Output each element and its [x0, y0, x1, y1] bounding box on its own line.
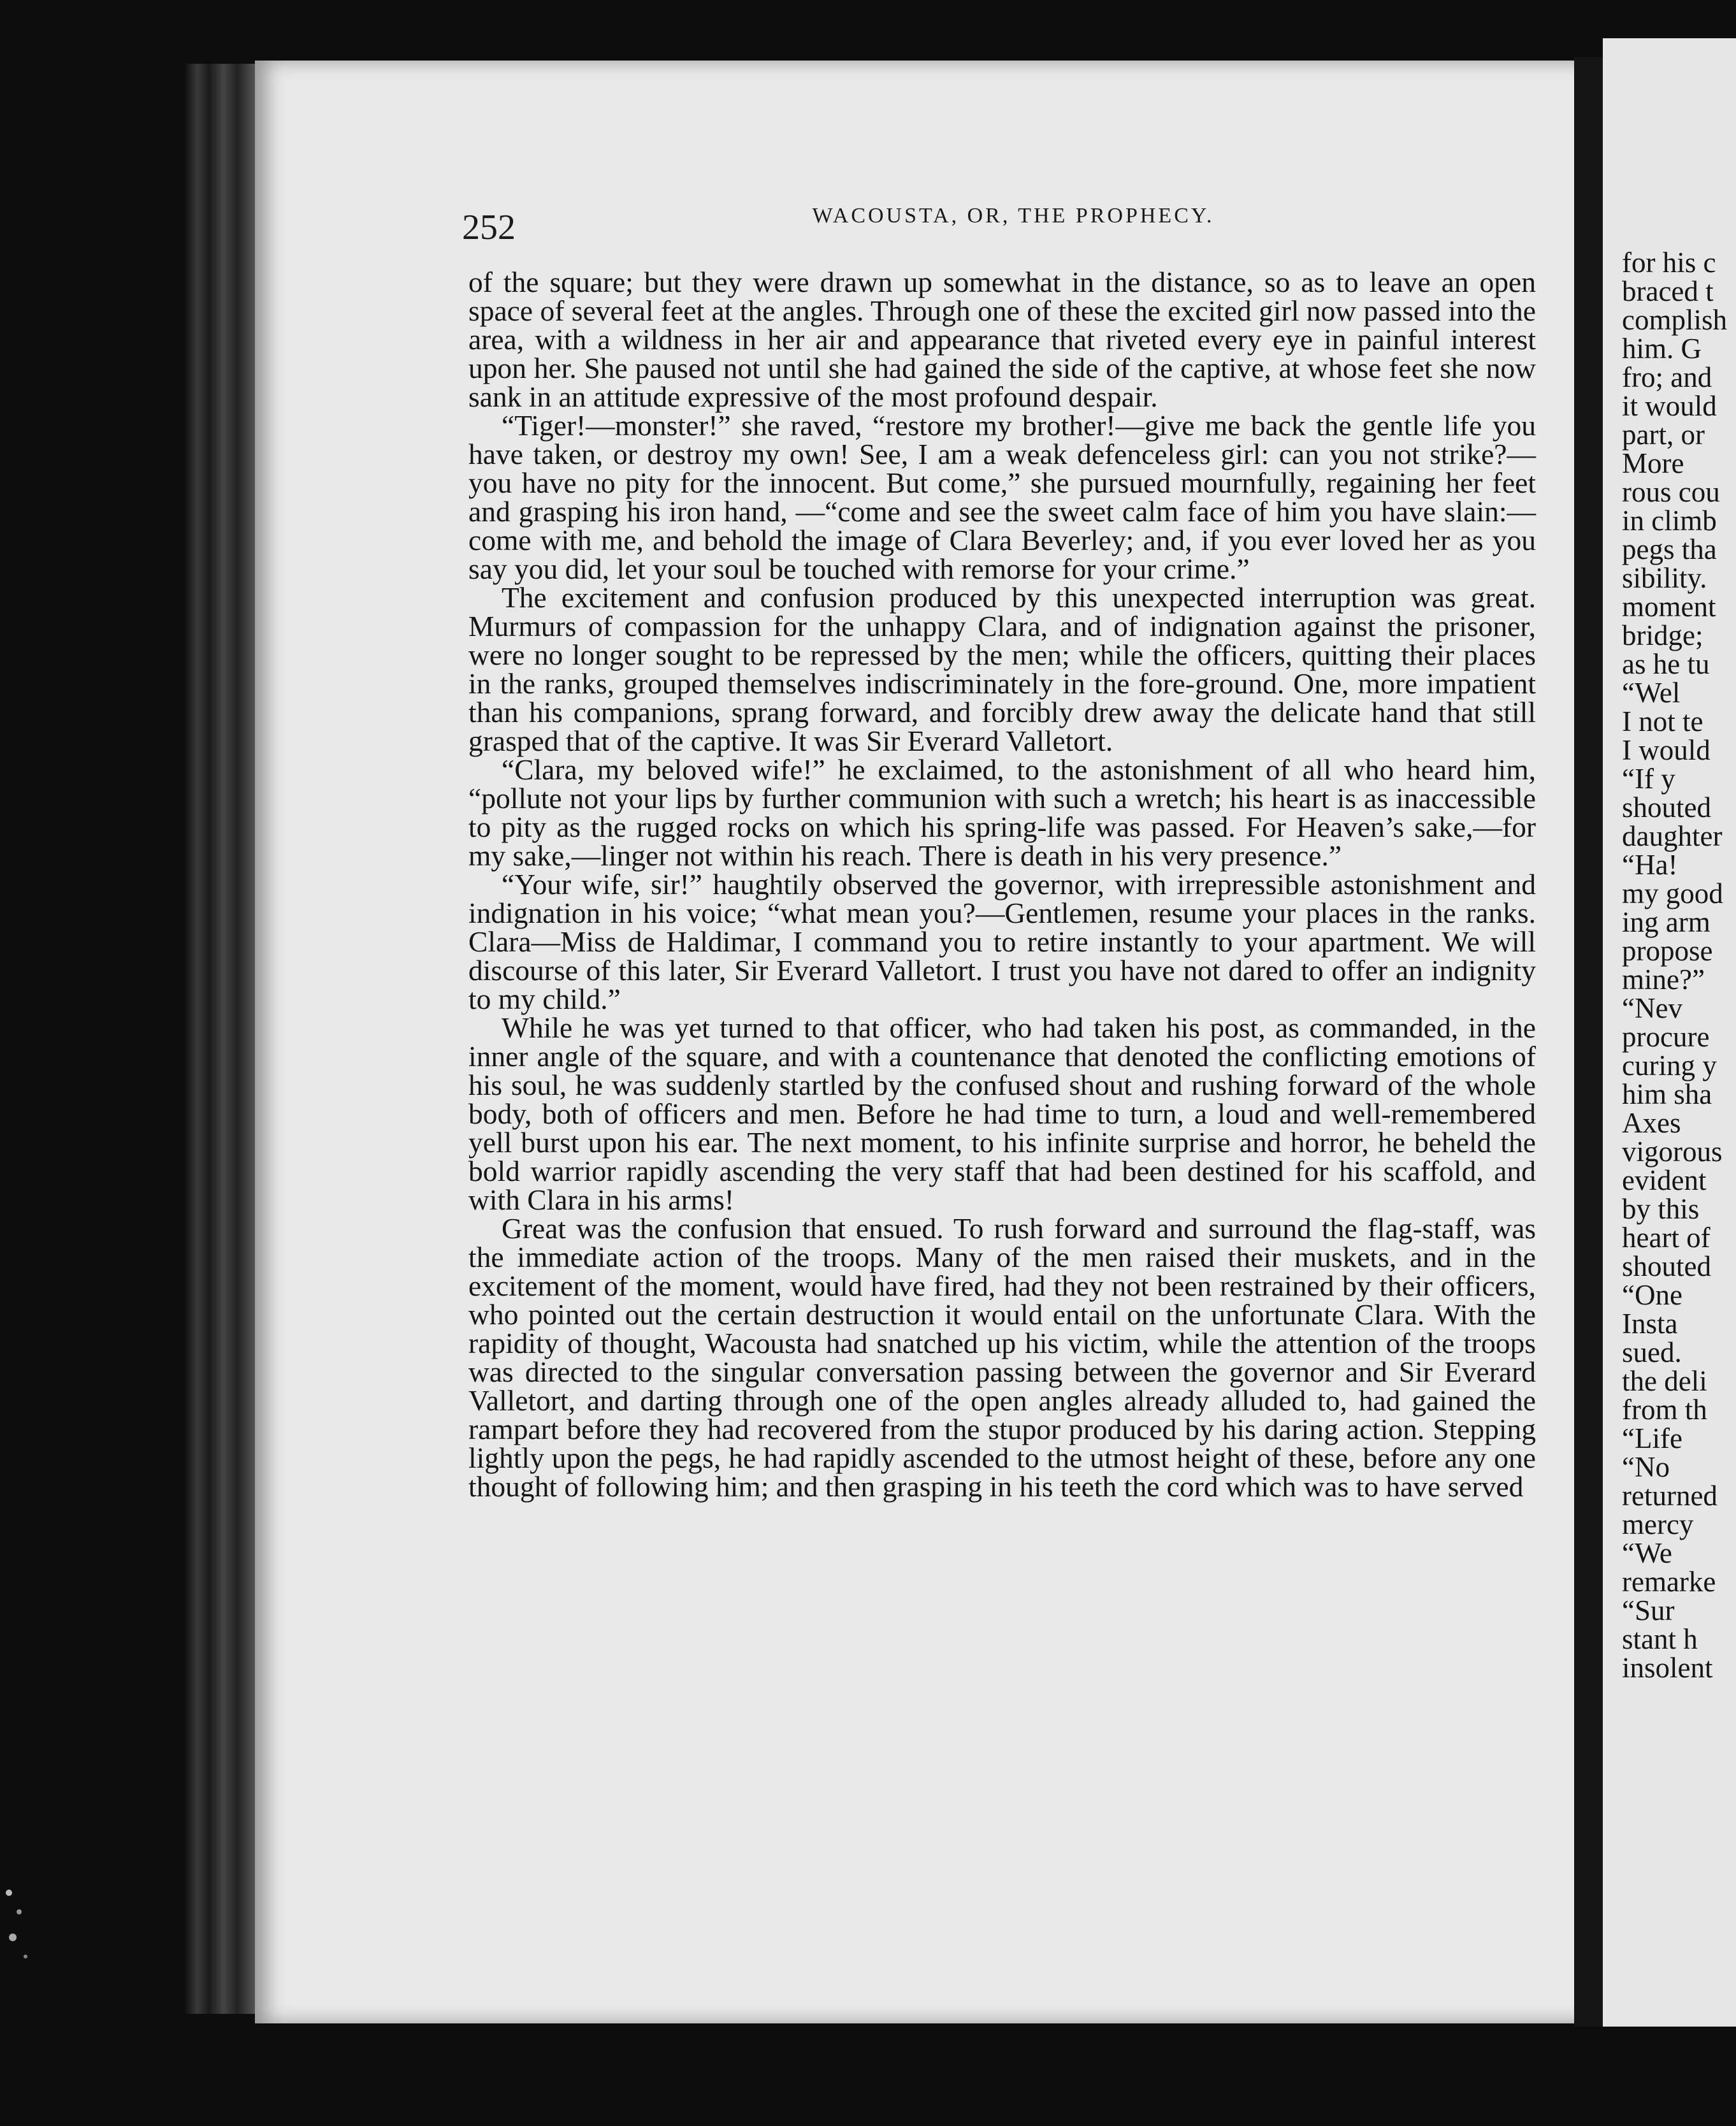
adjacent-line: ing arm — [1622, 906, 1711, 938]
adjacent-line: moment — [1622, 591, 1716, 623]
adjacent-line: rous cou — [1622, 476, 1720, 508]
adjacent-line: “One — [1622, 1279, 1682, 1311]
adjacent-line: More — [1622, 447, 1684, 479]
adjacent-line: remarke — [1622, 1566, 1716, 1598]
adjacent-line: “Sur — [1622, 1594, 1675, 1626]
adjacent-line: evident — [1622, 1164, 1707, 1196]
adjacent-line: the deli — [1622, 1365, 1707, 1397]
adjacent-line: vigorous — [1622, 1136, 1723, 1168]
adjacent-line: I not te — [1622, 705, 1703, 737]
adjacent-page — [1603, 38, 1736, 2027]
paragraph: Great was the confusion that ensued. To rush forward and surround the flag-staff, was the immediate action of the troops. Many of the men raised their muskets, and in the excitement of the moment, would have fired, had they not been restrained by their officers, who pointed out the certain destruction it would entail on the unfortunate Clara. With the rapidity of thought, Wacousta had snatched up his victim, while the attention of the troops was directed to the singular conversation passing between the governor and Sir Everard Valletort, and darting through one of the open angles already alluded to, had gained the rampart before they had recovered from the stupor produced by his daring action. Stepping lightly upon the pegs, he had rapidly ascended to the utmost height of these, before any one thought of following him; and then grasping in his teeth the cord which was to have served — [468, 1212, 1536, 1503]
adjacent-line: from th — [1622, 1394, 1707, 1426]
paragraph: The excitement and confusion produced by this unexpected interruption was great. Murmurs of compassion for the unhappy Clara, and of indignation against the prisoner, were no longer sought to be repressed by the men; while the officers, quitting their places in the ranks, grouped themselves indiscriminately in the fore-ground. One, more impatient than his companions, sprang forward, and forcibly drew away the delicate hand that still grasped that of the captive. It was Sir Everard Valletort. — [468, 581, 1536, 757]
adjacent-line: him. G — [1622, 333, 1702, 365]
adjacent-line: Insta — [1622, 1308, 1678, 1340]
paragraph: While he was yet turned to that officer, who had taken his post, as commanded, in the inner angle of the square, and with a countenance that denoted the conflicting emotions of his soul, he was suddenly startled by the confused shout and rushing forward of the whole body, both of officers and men. Before he had time to turn, a loud and well-remembered yell burst upon his ear. The next moment, to his infinite surprise and horror, he beheld the bold warrior rapidly ascending the very staff that had been destined for his scaffold, and with Clara in his arms! — [468, 1011, 1536, 1216]
adjacent-line: mercy — [1622, 1508, 1694, 1540]
adjacent-line: shouted — [1622, 792, 1711, 823]
adjacent-line: him sha — [1622, 1078, 1712, 1110]
adjacent-line: sued. — [1622, 1336, 1682, 1368]
adjacent-line: braced t — [1622, 275, 1714, 307]
adjacent-line: I would — [1622, 734, 1711, 766]
adjacent-line: propose — [1622, 935, 1713, 967]
adjacent-line: sibility. — [1622, 562, 1707, 594]
adjacent-page-text — [1622, 249, 1727, 1682]
adjacent-line: “Nev — [1622, 992, 1682, 1024]
adjacent-line: Axes — [1622, 1107, 1681, 1139]
adjacent-line: fro; and — [1622, 361, 1712, 393]
adjacent-line: procure — [1622, 1021, 1710, 1053]
page-gutter — [1574, 57, 1603, 2027]
body-text — [468, 268, 1536, 1501]
adjacent-line: insolent — [1622, 1652, 1713, 1684]
adjacent-line: pegs tha — [1622, 533, 1717, 565]
adjacent-line: heart of — [1622, 1222, 1711, 1254]
adjacent-line: as he tu — [1622, 648, 1710, 680]
book-spine — [185, 64, 255, 2014]
paragraph: “Tiger!—monster!” she raved, “restore my brother!—give me back the gentle life you have taken, or destroy my own! See, I am a weak defenceless girl: can you not strike?—you have no pity for the innocent. But come,” she pursued mournfully, regaining her feet and grasping his iron hand, —“come and see the sweet calm face of him you have slain:—come with me, and behold the image of Clara Beverley; and, if you ever loved her as you say you did, let your soul be touched with remorse for your crime.” — [468, 409, 1536, 585]
page-number: 252 — [462, 208, 516, 247]
adjacent-line: it would — [1622, 390, 1717, 422]
adjacent-line: “Life — [1622, 1422, 1682, 1454]
adjacent-line: curing y — [1622, 1050, 1717, 1081]
adjacent-line: my good — [1622, 878, 1723, 909]
adjacent-line: “No — [1622, 1451, 1670, 1483]
adjacent-line: in climb — [1622, 505, 1717, 537]
adjacent-line: returned — [1622, 1480, 1718, 1512]
adjacent-line: mine?” — [1622, 964, 1705, 995]
running-head: WACOUSTA, OR, THE PROPHECY. — [812, 204, 1215, 228]
adjacent-line: “We — [1622, 1537, 1672, 1569]
adjacent-line: bridge; — [1622, 619, 1703, 651]
adjacent-line: “Wel — [1622, 677, 1681, 709]
paragraph: “Clara, my beloved wife!” he exclaimed, to the astonishment of all who heard him, “pollute not your lips by further communion with such a wretch; his heart is as inaccessible to pity as the rugged rocks on which his spring-life was passed. For Heaven’s sake,—for my sake,—linger not within his reach. There is death in his very presence.” — [468, 753, 1536, 872]
adjacent-line: “If y — [1622, 763, 1675, 795]
adjacent-line: complish — [1622, 304, 1727, 336]
adjacent-line: shouted — [1622, 1250, 1711, 1282]
scan-specks — [0, 1880, 38, 2007]
paragraph: “Your wife, sir!” haughtily observed the governor, with irrepressible astonishment and indignation in his voice; “what mean you?—Gentlemen, resume your places in the ranks. Clara—Miss de Haldimar, I command you to retire instantly to your apartment. We will discourse of this later, Sir Everard Valletort. I trust you have not dared to offer an indignity to my child.” — [468, 868, 1536, 1015]
adjacent-line: for his c — [1622, 247, 1716, 278]
adjacent-line: by this — [1622, 1193, 1700, 1225]
adjacent-line: stant h — [1622, 1623, 1698, 1655]
adjacent-line: “Ha! — [1622, 849, 1678, 881]
adjacent-line: part, or — [1622, 419, 1705, 451]
paragraph: of the square; but they were drawn up somewhat in the distance, so as to leave an open space of several feet at the angles. Through one of these the excited girl now passed into the area, with a wildness in her air and appearance that riveted every eye in painful interest upon her. She paused not until she had gained the side of the captive, at whose feet she now sank in an attitude expressive of the most profound despair. — [468, 266, 1536, 413]
adjacent-line: daughter — [1622, 820, 1723, 852]
